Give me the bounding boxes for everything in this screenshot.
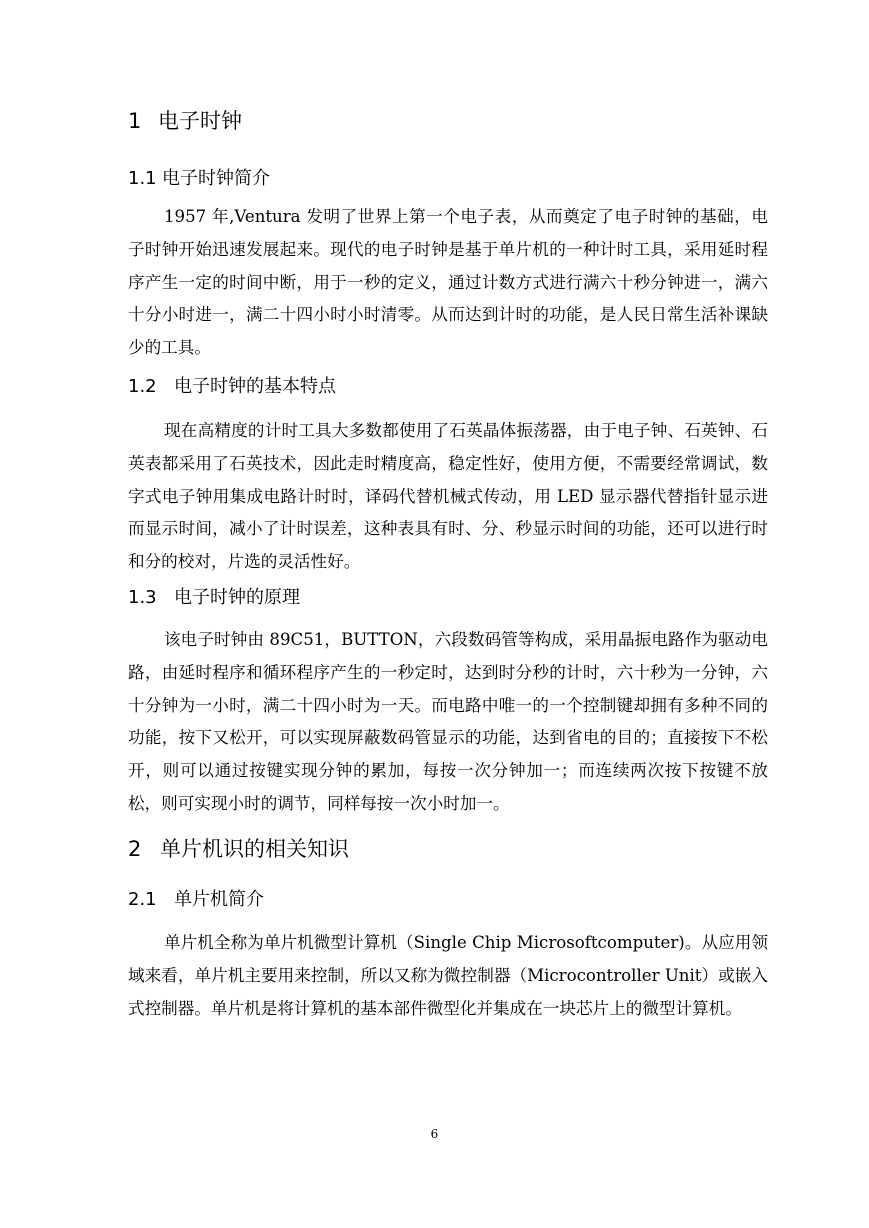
subsection-number: 1.2 <box>128 376 157 397</box>
section-number: 1 <box>128 109 142 133</box>
section-title: 电子时钟 <box>158 109 242 133</box>
subsection-number: 1.3 <box>128 587 157 608</box>
subsection-title: 电子时钟的基本特点 <box>174 376 336 397</box>
subsection-title: 电子时钟简介 <box>162 168 270 189</box>
section-heading-1 <box>128 106 242 136</box>
subsection-title: 单片机简介 <box>174 889 264 910</box>
section-heading-2 <box>128 834 349 864</box>
subsection-heading-1-2 <box>128 373 336 401</box>
paragraph-2-1: 单片机全称为单片机微型计算机（Single Chip Microsoftcomputer)。从应用领域来看，单片机主要用来控制，所以又称为微控制器（Microcontroller Unit）或嵌入式控制器。单片机是将计算机的基本部件微型化并集成在一块芯片上的微型计算机。 <box>128 933 768 1018</box>
section-number: 2 <box>128 837 142 861</box>
subsection-heading-2-1 <box>128 886 264 914</box>
paragraph-1-1: 1957 年,Ventura 发明了世界上第一个电子表，从而奠定了电子时钟的基础，电子时钟开始迅速发展起来。现代的电子时钟是基于单片机的一种计时工具，采用延时程序产生一定的时间中断，用于一秒的定义，通过计数方式进行满六十秒分钟进一，满六十分小时进一，满二十四小时小时清零。从而达到计时的功能，是人民日常生活补课缺少的工具。 <box>128 207 768 358</box>
subsection-title: 电子时钟的原理 <box>174 587 300 608</box>
page-number: 6 <box>430 1127 439 1141</box>
paragraph-1-3: 该电子时钟由 89C51，BUTTON，六段数码管等构成，采用晶振电路作为驱动电路，由延时程序和循环程序产生的一秒定时，达到时分秒的计时，六十秒为一分钟，六十分钟为一小时，满二十四小时为一天。而电路中唯一的一个控制键却拥有多种不同的功能，按下又松开，可以实现屏蔽数码管显示的功能，达到省电的目的；直接按下不松开，则可以通过按键实现分钟的累加，每按一次分钟加一；而连续两次按下按键不放松，则可实现小时的调节，同样每按一次小时加一。 <box>128 630 768 813</box>
subsection-heading-1-1 <box>128 165 270 193</box>
paragraph-1-2: 现在高精度的计时工具大多数都使用了石英晶体振荡器，由于电子钟、石英钟、石英表都采用了石英技术，因此走时精度高，稳定性好，使用方便，不需要经常调试，数字式电子钟用集成电路计时时，译码代替机械式传动，用 LED 显示器代替指针显示进而显示时间，减小了计时误差，这种表具有时、分、秒显示时间的功能，还可以进行时和分的校对，片选的灵活性好。 <box>128 421 768 572</box>
section-title: 单片机识的相关知识 <box>160 837 349 861</box>
subsection-number: 2.1 <box>128 889 157 910</box>
subsection-number: 1.1 <box>128 168 157 189</box>
subsection-heading-1-3 <box>128 584 300 612</box>
